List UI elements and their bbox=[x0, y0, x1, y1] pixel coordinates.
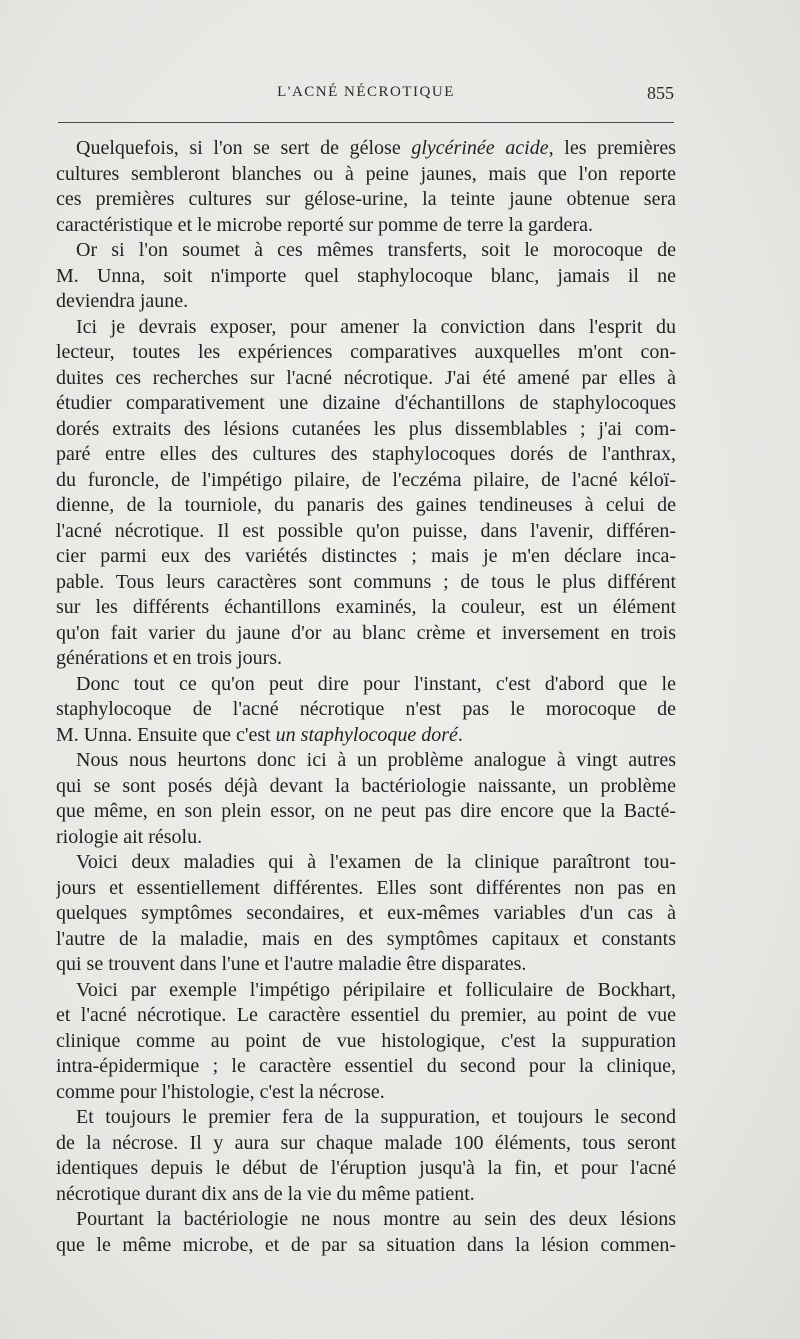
text-run: qui se trouvent dans l'une et l'autre maladie être disparates. bbox=[56, 953, 527, 975]
running-title: L'ACNÉ NÉCROTIQUE bbox=[277, 84, 455, 100]
text-line bbox=[56, 1182, 676, 1208]
text-line bbox=[56, 901, 676, 927]
text-run: nécrotique durant dix ans de la vie du même patient. bbox=[56, 1182, 475, 1205]
body-text bbox=[56, 136, 676, 1258]
text-line bbox=[56, 697, 676, 723]
text-run: Quelquefois, si l'on se sert de gélose bbox=[76, 137, 412, 159]
text-run: l'autre de la maladie, mais en des symptômes capitaux et constants bbox=[56, 927, 676, 950]
italic-text: un staphylocoque doré bbox=[275, 723, 458, 746]
text-run: jours et essentiellement différentes. Elles sont différentes non pas en bbox=[56, 876, 676, 899]
text-line bbox=[56, 340, 676, 366]
text-line bbox=[56, 1156, 676, 1182]
text-run: comme pour l'histologie, c'est la nécrose. bbox=[56, 1080, 385, 1103]
text-run: quelques symptômes secondaires, et eux-mêmes variables d'un cas à bbox=[56, 902, 676, 924]
text-run: Et toujours le premier fera de la suppuration, et toujours le second bbox=[76, 1106, 676, 1128]
text-line bbox=[56, 1233, 676, 1259]
text-run: cultures sembleront blanches ou à peine jaunes, mais que l'on reporte bbox=[56, 162, 676, 185]
text-run: cier parmi eux des variétés distinctes ; mais je m'en déclare inca- bbox=[56, 545, 676, 567]
text-line bbox=[56, 595, 676, 621]
page-number: 855 bbox=[647, 83, 674, 103]
text-line bbox=[56, 876, 676, 902]
text-line bbox=[56, 570, 676, 596]
text-line bbox=[56, 442, 676, 468]
text-line bbox=[56, 238, 676, 264]
text-line bbox=[56, 1080, 676, 1106]
text-line bbox=[56, 417, 676, 443]
text-line bbox=[56, 952, 676, 978]
text-run: staphylocoque de l'acné nécrotique n'est pas le morocoque de bbox=[56, 698, 676, 720]
text-run: du furoncle, de l'impétigo pilaire, de l'eczéma pilaire, de l'acné kéloï- bbox=[56, 468, 676, 491]
text-line bbox=[56, 519, 676, 545]
text-line bbox=[56, 187, 676, 213]
header-rule bbox=[58, 122, 674, 123]
text-line bbox=[56, 723, 676, 749]
text-line bbox=[56, 162, 676, 188]
text-run: , les premières bbox=[548, 137, 676, 159]
text-run: dienne, de la tourniole, du panaris des gaines tendineuses à celui de bbox=[56, 494, 676, 516]
text-line bbox=[56, 646, 676, 672]
text-line bbox=[56, 1054, 676, 1080]
text-line bbox=[56, 850, 676, 876]
text-line bbox=[56, 1207, 676, 1233]
text-line bbox=[56, 1131, 676, 1157]
text-run: générations et en trois jours. bbox=[56, 647, 283, 669]
text-line bbox=[56, 825, 676, 851]
text-run: étudier comparativement une dizaine d'échantillons de staphylocoques bbox=[56, 392, 676, 414]
text-line bbox=[56, 1003, 676, 1029]
text-line bbox=[56, 264, 676, 290]
text-line bbox=[56, 978, 676, 1004]
text-run: caractéristique et le microbe reporté sur pomme de terre la gardera. bbox=[56, 213, 593, 236]
text-run: pable. Tous leurs caractères sont communs ; de tous le plus différent bbox=[56, 570, 676, 593]
text-line bbox=[56, 748, 676, 774]
text-run: Nous nous heurtons donc ici à un problème analogue à vingt autres bbox=[76, 749, 676, 771]
text-run: clinique comme au point de vue histologique, c'est la suppuration bbox=[56, 1029, 676, 1052]
text-line bbox=[56, 544, 676, 570]
text-line bbox=[56, 366, 676, 392]
text-run: identiques depuis le début de l'éruption jusqu'à la fin, et pour l'acné bbox=[56, 1157, 676, 1179]
text-run: sur les différents échantillons examinés, la couleur, est un élément bbox=[56, 596, 676, 618]
text-run: Donc tout ce qu'on peut dire pour l'instant, c'est d'abord que le bbox=[76, 672, 676, 695]
text-run: dorés extraits des lésions cutanées les plus dissemblables ; j'ai com- bbox=[56, 417, 676, 440]
text-run: Ici je devrais exposer, pour amener la conviction dans l'esprit du bbox=[76, 315, 676, 338]
text-run: et l'acné nécrotique. Le caractère essentiel du premier, au point de vue bbox=[56, 1004, 676, 1026]
text-line bbox=[56, 774, 676, 800]
text-line bbox=[56, 493, 676, 519]
text-run: paré entre elles des cultures des staphylocoques dorés de l'anthrax, bbox=[56, 443, 676, 465]
text-line bbox=[56, 799, 676, 825]
text-run: Pourtant la bactériologie ne nous montre au sein des deux lésions bbox=[76, 1208, 676, 1230]
text-run: lecteur, toutes les expériences comparatives auxquelles m'ont con- bbox=[56, 341, 676, 363]
text-line bbox=[56, 1029, 676, 1055]
text-run: Voici deux maladies qui à l'examen de la clinique paraîtront tou- bbox=[76, 851, 676, 873]
text-run: qui se sont posés déjà devant la bactériologie naissante, un problème bbox=[56, 774, 676, 797]
text-line bbox=[56, 136, 676, 162]
text-run: Voici par exemple l'impétigo péripilaire et folliculaire de Bockhart, bbox=[76, 978, 676, 1001]
text-run: ces premières cultures sur gélose-urine, la teinte jaune obtenue sera bbox=[56, 188, 676, 210]
text-line bbox=[56, 1105, 676, 1131]
text-run: l'acné nécrotique. Il est possible qu'on puisse, dans l'avenir, différen- bbox=[56, 519, 676, 542]
text-run: riologie ait résolu. bbox=[56, 825, 203, 848]
text-run: de la nécrose. Il y aura sur chaque malade 100 éléments, tous seront bbox=[56, 1131, 676, 1154]
text-line bbox=[56, 289, 676, 315]
text-line bbox=[56, 391, 676, 417]
text-run: qu'on fait varier du jaune d'or au blanc crème et inversement en trois bbox=[56, 621, 676, 644]
text-line bbox=[56, 927, 676, 953]
text-run: duites ces recherches sur l'acné nécrotique. J'ai été amené par elles à bbox=[56, 366, 676, 389]
text-line bbox=[56, 213, 676, 239]
page-header bbox=[58, 84, 674, 108]
text-line bbox=[56, 315, 676, 341]
text-run: que le même microbe, et de par sa situation dans la lésion commen- bbox=[56, 1233, 676, 1256]
text-run: M. Unna. Ensuite que c'est bbox=[56, 723, 276, 746]
text-run: intra-épidermique ; le caractère essentiel du second pour la clinique, bbox=[56, 1055, 676, 1077]
italic-text: glycérinée acide bbox=[411, 137, 549, 159]
text-line bbox=[56, 672, 676, 698]
text-run: que même, en son plein essor, on ne peut pas dire encore que la Bacté- bbox=[56, 800, 676, 822]
text-line bbox=[56, 468, 676, 494]
text-run: M. Unna, soit n'importe quel staphylocoque blanc, jamais il ne bbox=[56, 264, 676, 287]
text-run: deviendra jaune. bbox=[56, 290, 189, 312]
text-line bbox=[56, 621, 676, 647]
text-run: . bbox=[457, 723, 463, 746]
text-run: Or si l'on soumet à ces mêmes transferts, soit le morocoque de bbox=[76, 239, 676, 261]
